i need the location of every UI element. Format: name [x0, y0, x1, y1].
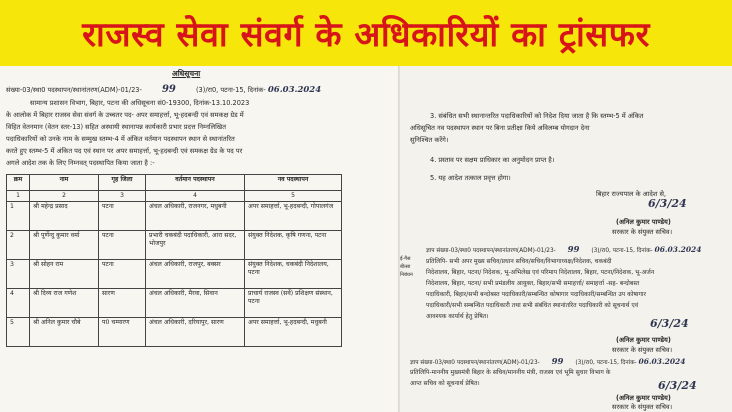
- margin-note: ई-गैस: [400, 256, 411, 262]
- memo2-suffix: (3)/रा0, पटना-15, दिनांक-: [575, 360, 637, 366]
- table-row: [7, 289, 342, 318]
- memo1-line: पदाधिकारी, बिहार/सभी बन्दोबस्त पदाधिकारी/सम्बन्धित कोषागार पदाधिकारी/सम्बन्धित उप कोषागार: [426, 291, 646, 298]
- signatory-name: (अनिल कुमार पाण्डेय): [616, 336, 671, 344]
- memo1-line: पदाधिकारी/सभी सम्बन्धित पदाधिकारी तथा सभी संबंधित स्थानांतरित पदाधिकारी को सूचनार्थ एवं: [426, 302, 639, 309]
- item-3-line: 3. संबंधित सभी स्थानान्तरित पदाधिकारियों को निदेश दिया जाता है कि स्तम्भ-5 में अंकित: [430, 112, 644, 120]
- cell-new-posting: अपर समाहर्त्ता, भू-हदबन्दी, मधुबनी: [245, 318, 342, 347]
- table-row: [7, 318, 342, 347]
- cell-home-district: पटना: [99, 202, 146, 231]
- signatory-title: सरकार के संयुक्त सचिव।: [612, 346, 673, 354]
- para-line: सामान्य प्रशासन विभाग, बिहार, पटना की अधिसूचना सं0-19300, दिनांक-13.10.2023: [30, 99, 250, 107]
- margin-note: बीत्सा: [400, 264, 411, 270]
- memo1-number: 99: [567, 245, 580, 255]
- reference-line: [6, 86, 321, 94]
- cell-new-posting: संयुक्त निदेशक, कृषि गणना, पटना: [245, 231, 342, 260]
- memo2-prefix: ज्ञाप संख्या-03/स्था0 पदस्थापन/स्थानांतरण(ADM)-01/23-: [410, 360, 540, 366]
- memo2-line: आप्त सचिव को सूचनार्थ प्रेषित।: [410, 380, 480, 387]
- memo2-number: 99: [551, 357, 564, 367]
- cell-current-posting: अंचल अधिकारी, राजपुर, बक्सर: [146, 260, 245, 289]
- cell-home-district: पटना: [99, 260, 146, 289]
- cell-name: श्री पूर्णेन्दु कुमार वर्मा: [30, 231, 99, 260]
- table-header-row: [7, 175, 342, 191]
- table-number-row: [7, 191, 342, 202]
- signatory-name: (अनिल कुमार पाण्डेय): [616, 218, 671, 226]
- signatory-title: सरकार के संयुक्त सचिव।: [612, 228, 673, 236]
- headline-banner: [0, 0, 732, 66]
- signature-scrawl: 6/3/24: [650, 317, 689, 330]
- cell-sn: 1: [7, 202, 30, 231]
- table-row: [7, 260, 342, 289]
- document-page-left: [0, 66, 400, 412]
- cell-name: श्री महेन्द्र प्रसाद: [30, 202, 99, 231]
- signatory-title: सरकार के संयुक्त सचिव।: [612, 403, 673, 411]
- cell-current-posting: अंचल अधिकारी, दरियापुर, सारण: [146, 318, 245, 347]
- cell-current-posting: अंचल अधिकारी, मैरवा, सिवान: [146, 289, 245, 318]
- para-line: विहित वेतनमान (वेतन स्तर-13) सहित अस्थायी स्थानापन्न कार्यकारी प्रभार प्रदत्त निम्नलिखित: [6, 123, 226, 131]
- cell-new-posting: प्राचार्य राजस्व (सर्वे) प्रशिक्षण संस्थान, पटना: [245, 289, 342, 318]
- memo1-date: 06.03.2024: [654, 245, 702, 254]
- cell-new-posting: संयुक्त निदेशक, चकबंदी निदेशालय, पटना: [245, 260, 342, 289]
- cell-name: श्री सोहन राम: [30, 260, 99, 289]
- memo1-prefix: ज्ञाप संख्या-03/स्था0 पदस्थापन/स्थानांतरण(ADM)-01/23-: [426, 248, 556, 254]
- para-line: पदाधिकारियों को उनके नाम के सम्मुख स्तम्भ-4 में अंकित वर्तमान पदस्थापन स्थान से स्थानांतरित: [6, 135, 235, 143]
- para-line: अगले आदेश तक के लिए निम्नवत् पदस्थापित किया जाता है :-: [6, 159, 155, 167]
- item-5-line: 5. यह आदेश तत्काल प्रवृत्त होगा।: [430, 174, 511, 182]
- cell-new-posting: अपर समाहर्त्ता, भू-हदबन्दी, गोपालगंज: [245, 202, 342, 231]
- item-3-line: अधिसूचित नव पदस्थापन स्थान पर बिना प्रतीक्षा किये अविलम्ब योगदान देना: [410, 124, 590, 132]
- item-4-line: 4. प्रस्ताव पर सक्षम प्राधिकार का अनुमोदन प्राप्त है।: [430, 156, 555, 164]
- memo1-line: निदेशालय, बिहार, पटना/ निदेशक, भू-अभिलेख एवं परिमाप निदेशालय, बिहार, पटना/निदेशक, भू-अर्जन: [426, 269, 655, 276]
- memo1-line: आवश्यक कार्यार्थ हेतु प्रेषित।: [426, 313, 489, 320]
- transfer-table: [6, 174, 342, 347]
- memo1-suffix: (3)/रा0, पटना-15, दिनांक-: [591, 248, 653, 254]
- cell-sn: 3: [7, 260, 30, 289]
- memo1-line: प्रतिलिपि- सभी अपर मुख्य सचिव/प्रधान सचिव/सचिव/विभागाध्यक्ष/निदेशक, चकबंदी: [426, 258, 612, 265]
- memo2-date: 06.03.2024: [638, 357, 686, 366]
- column-number: 4: [146, 191, 245, 202]
- margin-note: निबंधन: [400, 272, 413, 278]
- item-3-line: सुनिश्चित करेंगे।: [410, 136, 449, 144]
- table-row: [7, 202, 342, 231]
- cell-home-district: प0 चम्पारण: [99, 318, 146, 347]
- signature-scrawl: 6/3/24: [648, 197, 687, 210]
- table-header: क्रम: [7, 175, 30, 191]
- memo1-reference: [426, 246, 701, 255]
- reference-suffix: (3)/रा0, पटना-15, दिनांक-: [195, 86, 266, 94]
- cell-current-posting: अंचल अधिकारी, राजनगर, मधुबनी: [146, 202, 245, 231]
- cell-name: श्री दिव्य राज गणेश: [30, 289, 99, 318]
- column-number: 1: [7, 191, 30, 202]
- table-header: नव पदस्थापन: [245, 175, 342, 191]
- column-number: 3: [99, 191, 146, 202]
- memo2-line: प्रतिलिपि-माननीय मुख्यमंत्री बिहार के सचिव/माननीय मंत्री, राजस्व एवं भूमि सुधार विभाग के: [410, 369, 611, 376]
- para-line: के आलोक में बिहार राजस्व सेवा संवर्ग के उच्चतर पद- अपर समाहर्त्ता, भू-हदबन्दी एवं समकक्ष ग्रेड में: [6, 111, 244, 119]
- cell-name: श्री अनिल कुमार चौबे: [30, 318, 99, 347]
- cell-current-posting: प्रभारी चकबंदी पदाधिकारी, आरा सदर, भोजपुर: [146, 231, 245, 260]
- table-header: वर्तमान पदस्थापन: [146, 175, 245, 191]
- table-header: नाम: [30, 175, 99, 191]
- memo2-reference: [410, 358, 685, 367]
- signatory-name: (अनिल कुमार पाण्डेय): [616, 394, 671, 402]
- table-header: गृह जिला: [99, 175, 146, 191]
- order-by-line: बिहार राज्यपाल के आदेश से,: [596, 190, 667, 198]
- cell-home-district: सारण: [99, 289, 146, 318]
- table-row: [7, 231, 342, 260]
- reference-number: 99: [161, 84, 176, 95]
- cell-sn: 2: [7, 231, 30, 260]
- cell-sn: 4: [7, 289, 30, 318]
- reference-prefix: संख्या-03/स्था0 पदस्थापन/स्थानांतरण(ADM)-01/23-: [6, 86, 142, 94]
- cell-home-district: पटना: [99, 231, 146, 260]
- para-line: करते हुए स्तम्भ-5 में अंकित पद एवं स्थान पर अपर समाहर्त्ता, भू-हदबन्दी एवं समकक्ष ग्रेड के पद पर: [6, 147, 243, 155]
- cell-sn: 5: [7, 318, 30, 347]
- memo1-line: निदेशालय, बिहार, पटना/ सभी प्रमंडलीय आयुक्त, बिहार/सभी समाहर्त्ता/ समाहर्त्ता -सह- बन्दोबस्त: [426, 280, 640, 287]
- signature-scrawl: 6/3/24: [658, 379, 697, 392]
- document-page-right: [400, 66, 732, 412]
- column-number: 5: [245, 191, 342, 202]
- column-number: 2: [30, 191, 99, 202]
- reference-date: 06.03.2024: [267, 85, 322, 95]
- notification-heading: अधिसूचना: [172, 69, 201, 78]
- headline-title: राजस्व सेवा संवर्ग के अधिकारियों का ट्रांसफर: [82, 15, 650, 55]
